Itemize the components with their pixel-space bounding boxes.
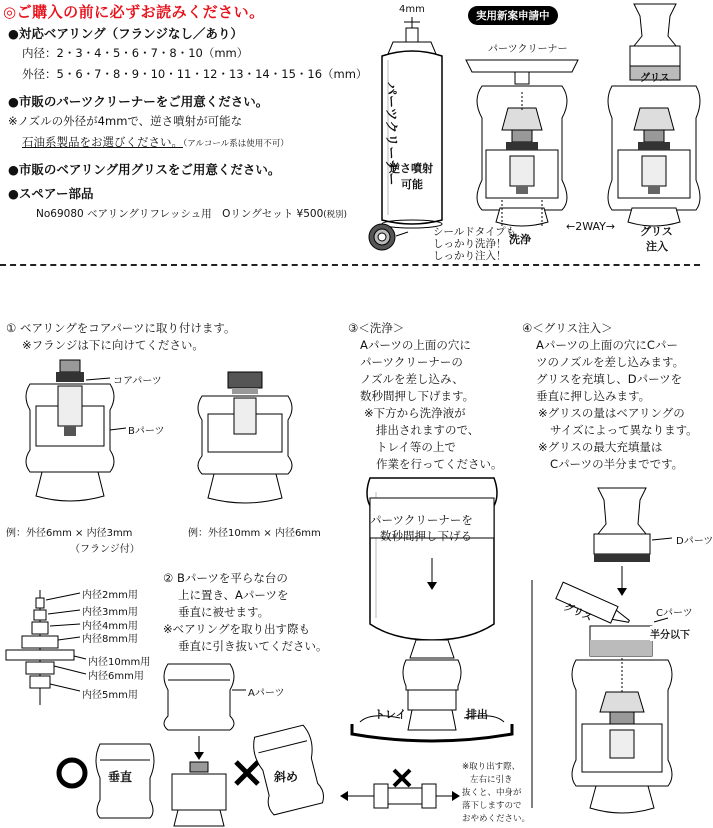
warning-line2: 左右に引き bbox=[470, 775, 513, 785]
step4-line1: ④＜グリス注入＞ bbox=[522, 321, 613, 335]
grease-inject-1: グリス bbox=[640, 225, 673, 238]
nozzle-size-label: 4mm bbox=[399, 4, 425, 15]
warning-line1: ※取り出す際、 bbox=[462, 762, 521, 772]
can-instruction-2: 数秒間押し下げる bbox=[380, 529, 472, 543]
tray-label: トレイ bbox=[374, 708, 407, 721]
half-label: 半分以下 bbox=[650, 626, 690, 641]
warning-line3: 抜くと、中身が bbox=[462, 788, 522, 798]
grease-inject-2: 注入 bbox=[646, 240, 668, 253]
spare-item-text: No69080 ベアリングリフレッシュ用 Oリングセット ¥500 bbox=[36, 208, 324, 220]
size-6mm: 内径6mm用 bbox=[88, 671, 144, 682]
page-title: ◎ご購入の前に必ずお読みください。 bbox=[3, 3, 265, 21]
step4-line6: ※グリスの量はベアリングの bbox=[538, 406, 685, 420]
oil-note-main: 石油系製品をお選びください。 bbox=[22, 135, 183, 149]
a-parts-label: Aパーツ bbox=[248, 688, 285, 699]
step3-line1: ③＜洗浄＞ bbox=[348, 321, 405, 335]
c-parts-label: Cパーツ bbox=[656, 608, 693, 619]
d-parts-label: Dパーツ bbox=[676, 536, 713, 547]
parts-cleaner-label: パーツクリーナー bbox=[488, 44, 568, 55]
step2-line4: ※ベアリングを取り出す際も bbox=[163, 622, 310, 636]
b-parts-label: Bパーツ bbox=[128, 426, 165, 437]
vertical-label: 垂直 bbox=[108, 770, 133, 784]
step4-line9: Cパーツの半分までです。 bbox=[550, 457, 684, 471]
wash-label: 洗浄 bbox=[509, 233, 531, 246]
nozzle-note: ※ノズルの外径が4mmで、逆さ噴射が可能な bbox=[8, 114, 243, 128]
size-2mm: 内径2mm用 bbox=[82, 590, 138, 601]
size-8mm: 内径8mm用 bbox=[82, 634, 138, 645]
diagonal-label: 斜め bbox=[274, 770, 299, 784]
example1-line2: （フランジ付） bbox=[70, 544, 140, 555]
step2-line1: ② Bパーツを平らな台の bbox=[163, 571, 288, 585]
spare-tax: (税別) bbox=[323, 210, 347, 220]
size-10mm: 内径10mm用 bbox=[88, 657, 151, 668]
bearing-heading: ●対応ベアリング（フランジなし／あり） bbox=[8, 26, 243, 41]
step3-line6: ※下方から洗浄液が bbox=[364, 406, 466, 420]
twoway-label: ←2WAY→ bbox=[566, 220, 616, 233]
warning-line4: 落下しますので bbox=[462, 801, 522, 811]
spray-note-2: 可能 bbox=[401, 178, 423, 191]
step3-line4: ノズルを差し込み、 bbox=[360, 372, 464, 386]
step3-line3: パーツクリーナーの bbox=[360, 355, 463, 369]
step4-line2: Aパーツの上面の穴にCパー bbox=[536, 338, 678, 352]
step2-line5: 垂直に引き抜いてください。 bbox=[178, 639, 328, 653]
outer-diameter-list: 外径：5・6・7・8・9・10・11・12・13・14・15・16（mm） bbox=[22, 67, 368, 81]
patent-badge: 実用新案申請中 bbox=[468, 6, 558, 25]
step1-line2: ※フランジは下に向けてください。 bbox=[22, 338, 204, 352]
size-3mm: 内径3mm用 bbox=[82, 607, 138, 618]
step1-line1: ① ベアリングをコアパーツに取り付けます。 bbox=[6, 321, 236, 335]
step4-line3: ツのノズルを差し込みます。 bbox=[536, 355, 685, 369]
step2-line3: 垂直に被せます。 bbox=[178, 605, 270, 619]
inner-diameter-list: 内径：2・3・4・5・6・7・8・10（mm） bbox=[22, 46, 249, 60]
grease-heading: ●市販のベアリング用グリスをご用意ください。 bbox=[8, 162, 281, 177]
size-5mm: 内径5mm用 bbox=[82, 690, 138, 701]
spare-heading: ●スペアー部品 bbox=[8, 186, 94, 201]
seal-note-2: しっかり洗浄！ bbox=[433, 238, 507, 250]
step4-line8: ※グリスの最大充填量は bbox=[538, 440, 663, 454]
size-4mm: 内径4mm用 bbox=[82, 621, 138, 632]
cleaner-heading: ●市販のパーツクリーナーをご用意ください。 bbox=[8, 94, 269, 109]
example2-label: 例：外径10mm × 内径6mm bbox=[188, 528, 321, 539]
step3-line5: 数秒間押し下げます。 bbox=[360, 389, 475, 403]
seal-note-1: シールドタイプも bbox=[433, 226, 517, 238]
step4-line4: グリスを充填し、Dパーツを bbox=[536, 372, 683, 386]
grease-top-label: グリス bbox=[640, 73, 670, 84]
step3-line7: 排出されますので、 bbox=[376, 423, 480, 437]
step3-line8: トレイ等の上で bbox=[376, 440, 456, 454]
step4-line7: サイズによって異なります。 bbox=[550, 423, 698, 437]
can-instruction-1: パーツクリーナーを bbox=[370, 513, 473, 527]
grease-tube-label: グリス bbox=[561, 601, 594, 624]
step2-line2: 上に置き、Aパーツを bbox=[178, 588, 289, 602]
step4-line5: 垂直に押し込みます。 bbox=[536, 389, 651, 403]
core-parts-label: コアパーツ bbox=[113, 376, 162, 387]
seal-note-3: しっかり注入！ bbox=[433, 250, 507, 262]
can-label: パーツクリーナー bbox=[383, 82, 398, 186]
spray-note-1: 逆さ噴射 bbox=[389, 162, 433, 175]
warning-line5: おやめください。 bbox=[462, 814, 531, 824]
step3-line9: 作業を行ってください。 bbox=[376, 457, 503, 471]
oil-note-small: （アルコール系は使用不可） bbox=[183, 139, 289, 149]
drain-label: 排出 bbox=[466, 708, 488, 721]
step3-line2: Aパーツの上面の穴に bbox=[360, 338, 471, 352]
example1-line1: 例：外径6mm × 内径3mm bbox=[6, 528, 133, 539]
